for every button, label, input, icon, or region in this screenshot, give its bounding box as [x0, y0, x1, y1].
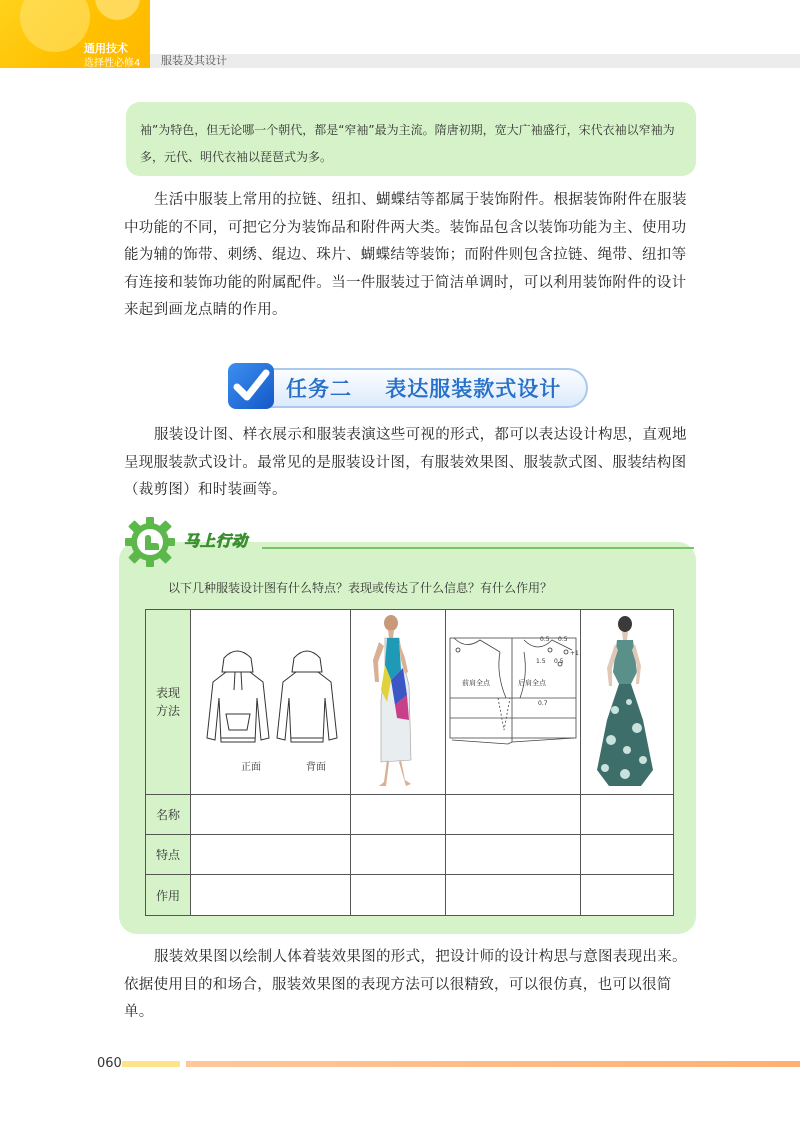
- design-table: [145, 609, 674, 916]
- footer-bar: [122, 1061, 180, 1067]
- cell-fashion-rendering: [351, 610, 446, 795]
- body-paragraph-2: 服装设计图、样衣展示和服装表演这些可视的形式，都可以表达设计构思，直观地呈现服装款式设计。最常见的是服装设计图，有服装效果图、服装款式图、服装结构图（裁剪图）和时装画等。: [124, 427, 687, 498]
- answer-cell[interactable]: [191, 835, 351, 875]
- answer-cell[interactable]: [581, 875, 674, 916]
- fashion-illustration-1: [351, 610, 445, 791]
- pattern-measure: 0.5: [540, 636, 550, 643]
- page-number: 060: [97, 1056, 122, 1071]
- hoodie-flat-sketch: [191, 610, 350, 791]
- cell-flat-sketch: [191, 610, 351, 795]
- pattern-measure: 0.5: [558, 636, 568, 643]
- checkmark-icon: [228, 363, 274, 409]
- row-label-method: 表现方法: [146, 610, 191, 795]
- body-paragraph-3: 服装效果图以绘制人体着装效果图的形式，把设计师的设计构思与意图表现出来。依据使用目的和场合，服装效果图的表现方法可以很精致，可以很仿真，也可以很简单。: [124, 949, 687, 1020]
- answer-cell[interactable]: [191, 875, 351, 916]
- row-label-function: 作用: [146, 875, 191, 916]
- book-title: 通用技术: [84, 42, 128, 55]
- answer-cell[interactable]: [351, 875, 446, 916]
- front-label: 正面: [241, 762, 261, 773]
- body-paragraph-1: 生活中服装上常用的拉链、纽扣、蝴蝶结等都属于装饰附件。根据装饰附件在服装中功能的不同，可把它分为装饰品和附件两大类。装饰品包含以装饰功能为主、使用功能为辅的饰带、刺绣、绲边、珠片、蝴蝶结等装饰；而附件则包含拉链、绳带、纽扣等有连接和装饰功能的附属配件。当一件服装过于简洁单调时，可以利用装饰附件的设计来起到画龙点睛的作用。: [124, 192, 687, 318]
- pattern-measure: 1.5: [536, 658, 546, 665]
- cell-pattern-drawing: [446, 610, 581, 795]
- answer-cell[interactable]: [446, 875, 581, 916]
- answer-cell[interactable]: [446, 835, 581, 875]
- pattern-measure: +1: [570, 650, 579, 657]
- pattern-label-front: 前肩全点: [462, 679, 490, 687]
- task-title: 任务二 表达服装款式设计: [286, 377, 562, 401]
- table-row: [146, 610, 674, 795]
- book-subtitle: 选择性必修4: [84, 58, 141, 69]
- fashion-illustration-2: [581, 610, 673, 791]
- row-label-name: 名称: [146, 795, 191, 835]
- table-row: [146, 795, 674, 835]
- answer-cell[interactable]: [581, 795, 674, 835]
- decorative-circle: [95, 0, 140, 20]
- activity-title: 马上行动: [184, 532, 249, 550]
- gear-hand-icon: [122, 514, 178, 570]
- answer-cell[interactable]: [446, 795, 581, 835]
- table-row: [146, 835, 674, 875]
- note-text: 袖”为特色，但无论哪一个朝代，都是“窄袖”最为主流。隋唐初期，宽大广袖盛行，宋代衣袖以窄袖为多，元代、明代衣袖以琵琶式为多。: [140, 123, 675, 164]
- decorative-circle: [20, 0, 90, 52]
- row-label-feature: 特点: [146, 835, 191, 875]
- cell-fashion-illustration: [581, 610, 674, 795]
- pattern-measure: 0.7: [538, 700, 548, 707]
- answer-cell[interactable]: [351, 795, 446, 835]
- chapter-title: 服装及其设计: [161, 54, 227, 67]
- footer-bar: [186, 1061, 800, 1067]
- pattern-label-back: 后肩全点: [518, 679, 546, 687]
- activity-divider: [262, 547, 694, 549]
- header-bar: [150, 54, 800, 68]
- table-row: [146, 875, 674, 916]
- answer-cell[interactable]: [191, 795, 351, 835]
- activity-question: 以下几种服装设计图有什么特点？表现或传达了什么信息？有什么作用？: [168, 581, 553, 595]
- back-label: 背面: [306, 762, 326, 773]
- answer-cell[interactable]: [581, 835, 674, 875]
- pattern-measure: 0.5: [554, 658, 564, 665]
- answer-cell[interactable]: [351, 835, 446, 875]
